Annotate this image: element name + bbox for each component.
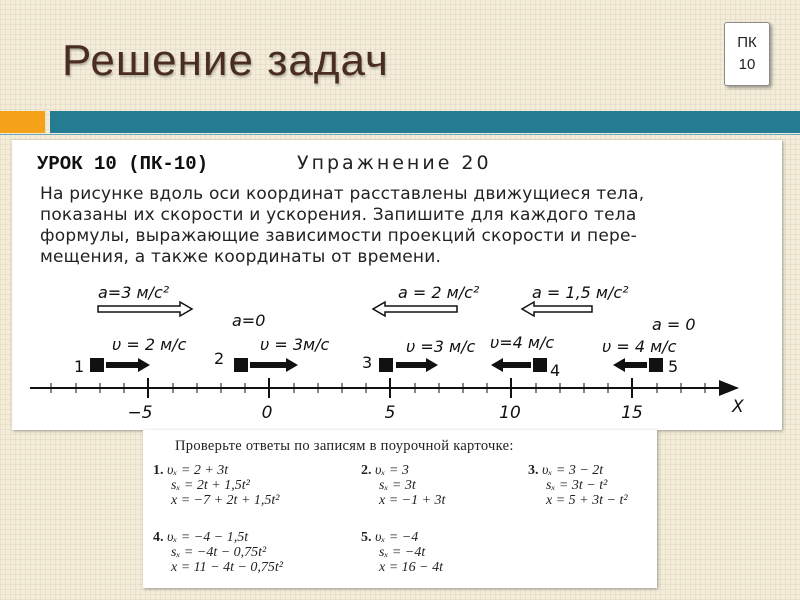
velocity-label: υ=4 м/с (490, 333, 555, 352)
velocity-label: υ = 4 м/с (602, 337, 677, 356)
body-number: 2 (214, 349, 225, 368)
body-number: 4 (550, 361, 561, 380)
velocity-arrow (396, 358, 438, 372)
answer-line: υₓ = 3 − 2t (542, 463, 604, 478)
lesson-heading: УРОК 10 (ПК-10) (37, 153, 209, 175)
acceleration-label: a = 0 (652, 315, 696, 334)
body-square (379, 358, 393, 372)
exercise-text (40, 184, 760, 268)
answer-line: sₓ = 2t + 1,5t² (171, 478, 250, 493)
velocity-arrow (613, 358, 647, 372)
answer-block (153, 530, 283, 575)
velocity-label: υ = 3м/с (260, 335, 330, 354)
answer-number: 2. (361, 463, 372, 478)
body-number: 5 (668, 357, 679, 376)
acceleration-label: a=0 (232, 311, 266, 330)
answer-line: sₓ = −4t (379, 545, 426, 560)
answer-line: x = −7 + 2t + 1,5t² (171, 493, 280, 508)
answer-line: υₓ = 2 + 3t (167, 463, 229, 478)
badge-number: 10 (738, 56, 756, 73)
acceleration-arrow (98, 302, 192, 316)
body-number: 3 (362, 353, 373, 372)
acceleration-label: a = 1,5 м/с² (532, 283, 629, 302)
accent-divider (0, 134, 800, 135)
answer-block (361, 463, 445, 508)
answer-line: x = 16 − 4t (379, 560, 443, 575)
badge-label: ПК (737, 34, 757, 51)
body-square (533, 358, 547, 372)
tick-label: 10 (499, 403, 521, 423)
answer-line: sₓ = −4t − 0,75t² (171, 545, 267, 560)
tick-label: 15 (621, 403, 643, 423)
answer-line: sₓ = 3t − t² (546, 478, 608, 493)
acceleration-label: a = 2 м/с² (398, 283, 480, 302)
answer-block (528, 463, 628, 508)
body-square (649, 358, 663, 372)
text-line: На рисунке вдоль оси координат расставлены движущиеся тела, (40, 184, 645, 204)
answer-number: 1. (153, 463, 164, 478)
answer-line: x = 11 − 4t − 0,75t² (171, 560, 283, 575)
answer-line: sₓ = 3t (379, 478, 416, 493)
answer-line: x = 5 + 3t − t² (546, 493, 628, 508)
tick-label: 0 (261, 403, 273, 423)
accent-bar (50, 111, 800, 133)
slide-title: Решение задач (62, 36, 389, 85)
text-line: мещения, а также координаты от времени. (40, 247, 442, 267)
body-number: 1 (74, 357, 85, 376)
answer-line: υₓ = −4 − 1,5t (167, 530, 249, 545)
velocity-label: υ =3 м/с (406, 337, 476, 356)
accent-square (0, 111, 45, 133)
acceleration-arrow (522, 302, 592, 316)
answer-number: 5. (361, 530, 372, 545)
acceleration-label: a=3 м/с² (98, 283, 170, 302)
answer-line: x = −1 + 3t (379, 493, 446, 508)
velocity-arrow (491, 358, 531, 372)
velocity-arrow (250, 358, 298, 372)
text-line: формулы, выражающие зависимости проекций скорости и пере- (40, 226, 637, 246)
answer-line: υₓ = −4 (375, 530, 419, 545)
axis-label: X (732, 397, 744, 417)
text-line: показаны их скорости и ускорения. Запишите для каждого тела (40, 205, 637, 225)
answers-heading: Проверьте ответы по записям в поурочной карточке: (175, 438, 514, 454)
velocity-arrow (106, 358, 150, 372)
answer-number: 3. (528, 463, 539, 478)
topic-badge (724, 22, 770, 86)
answers-image (143, 430, 657, 588)
exercise-heading: Упражнение 20 (297, 152, 492, 174)
exercise-image (12, 140, 782, 430)
body-square (234, 358, 248, 372)
acceleration-arrow (373, 302, 457, 316)
tick-label: −5 (127, 403, 153, 423)
velocity-label: υ = 2 м/с (112, 335, 187, 354)
answer-block (361, 530, 443, 575)
tick-label: 5 (384, 403, 396, 423)
answer-line: υₓ = 3 (375, 463, 409, 478)
answer-block (153, 463, 279, 508)
answer-number: 4. (153, 530, 164, 545)
body-square (90, 358, 104, 372)
axis-figure (12, 280, 782, 430)
